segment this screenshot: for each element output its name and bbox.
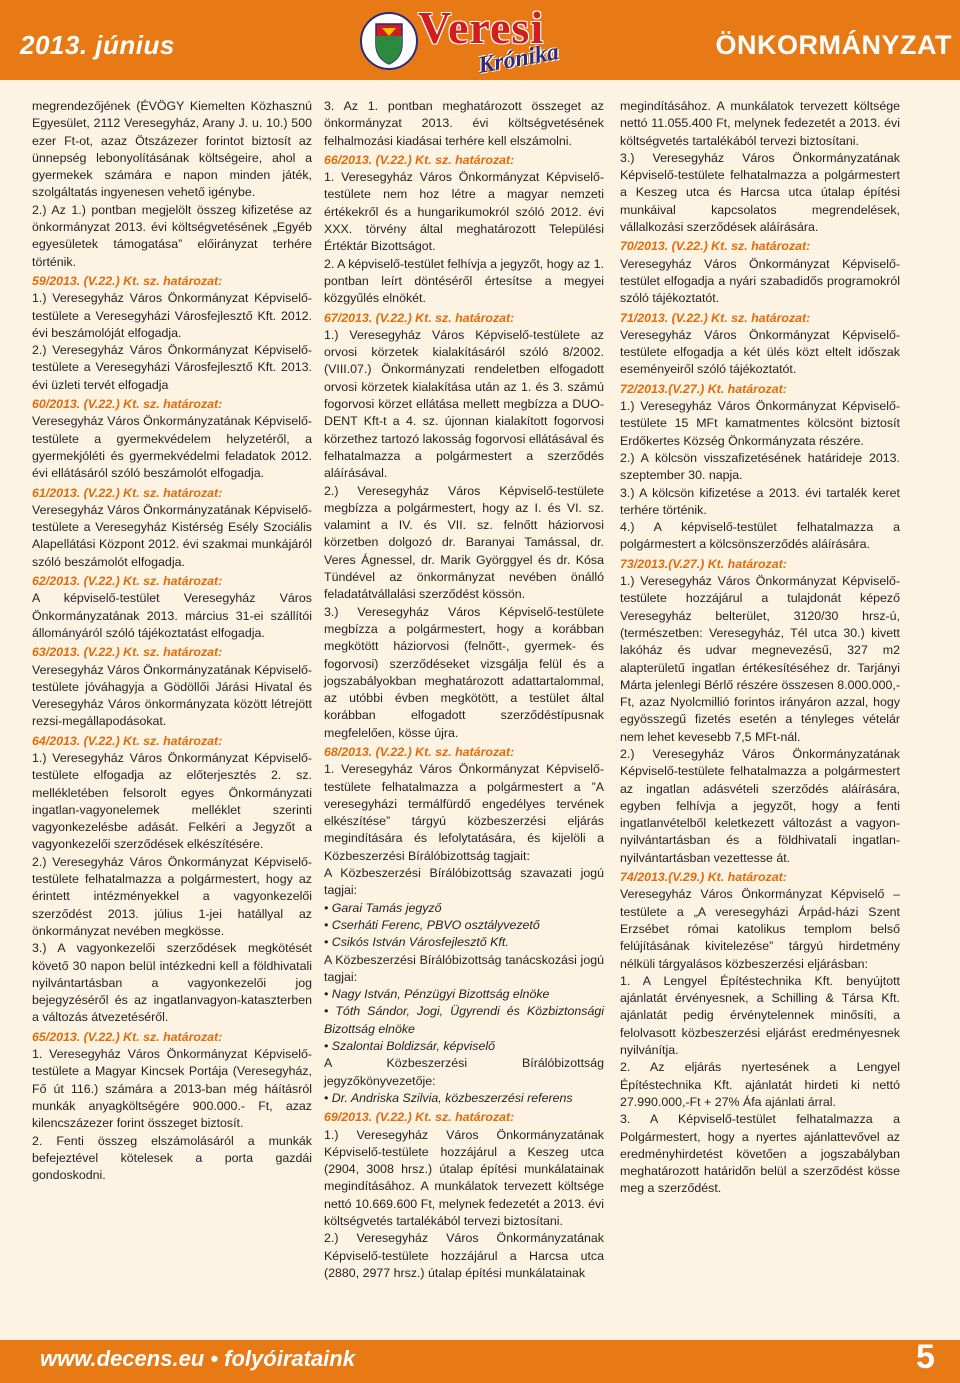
paragraph: 1. Veresegyház Város Önkormányzat Képviselő-testülete felhatalmazza a polgármestert a ”A veresegyházi termálfürdő engedélyes tervének elkészítése” tárgyú közbeszerzési eljárás megindítására és lefolytatására, és kijelöli a Közbeszerzési Bírálóbizottság tagjait: bbox=[324, 762, 604, 863]
paragraph: 3.) Veresegyház Város Önkormányzatának Képviselő-testülete felhatalmazza a polgármestert a Keszeg utca és Harcsa utca útalap építési munkáival kapcsolatos megrendelések, vállalkozási szerződések aláírására. bbox=[620, 150, 900, 235]
paragraph: 2. Fenti összeg elszámolásáról a munkák befejeztével kötelesek a porta gazdái gondoskodni. bbox=[32, 1133, 312, 1183]
paragraph: • Nagy István, Pénzügyi Bizottság elnöke bbox=[324, 987, 550, 1002]
resolution-heading: 72/2013.(V.27.) Kt. határozat: bbox=[620, 381, 787, 396]
paragraph: Veresegyház Város Önkormányzat Képviselő – testülete a „A veresegyházi Árpád-házi Szent Erzsébet római katolikus templom belső felújításának kivitelezése” tárgyú hirdetmény nélküli tárgyalásos közbeszerzési eljárásban: bbox=[620, 887, 900, 971]
paragraph: 1.) Veresegyház Város Önkormányzatának Képviselő-testülete hozzájárul a Keszeg utca (2904, 3008 hrsz.) útalap építési munkálatainak megindításához. A munkálatok tervezett költsége nettó 10.669.600 Ft, melynek fedezetét a 2013. évi költségvetés tartalékából tervezi biztosítani. bbox=[324, 1127, 604, 1228]
paragraph: 3.) A kölcsön kifizetése a 2013. évi tartalék keret terhére történik. bbox=[620, 485, 900, 517]
resolution-heading: 70/2013. (V.22.) Kt. sz. határozat: bbox=[620, 239, 811, 254]
resolution-heading: 68/2013. (V.22.) Kt. sz. határozat: bbox=[324, 744, 515, 759]
masthead-logo bbox=[358, 4, 602, 78]
paragraph: megindításához. A munkálatok tervezett költsége nettó 11.055.400 Ft, melynek fedezetét a 2013. évi költségvetés tartalékából tervezi biztosítani. bbox=[620, 99, 900, 148]
paragraph: • Csikós István Városfejlesztő Kft. bbox=[324, 935, 509, 950]
resolution-heading: 67/2013. (V.22.) Kt. sz. határozat: bbox=[324, 310, 515, 325]
resolution-heading: 64/2013. (V.22.) Kt. sz. határozat: bbox=[32, 733, 223, 748]
paragraph: A Közbeszerzési Bírálóbizottság tanácskozási jogú tagjai: bbox=[324, 952, 604, 984]
footer-website-link[interactable]: www.decens.eu • folyóirataink bbox=[40, 1346, 355, 1371]
paragraph: 1. Veresegyház Város Önkormányzat Képviselő-testülete nem hoz létre a magyar nemzeti értékekről és a hungarikumokról szóló 2012. évi XXX. törvény által meghatározott Települési Értéktár Bizottságot. bbox=[324, 170, 604, 254]
paragraph: 2. Az eljárás nyertesének a Lengyel Építéstechnika Kft. ajánlatát hirdeti ki nettó 27.990.000,-Ft + 27% Áfa ajánlati árral. bbox=[620, 1060, 900, 1109]
paragraph: 2.) A kölcsön visszafizetésének határideje 2013. szeptember 30. napja. bbox=[620, 450, 900, 483]
resolution-heading: 65/2013. (V.22.) Kt. sz. határozat: bbox=[32, 1029, 223, 1044]
resolution-heading: 60/2013. (V.22.) Kt. sz. határozat: bbox=[32, 397, 223, 412]
paragraph: Veresegyház Város Önkormányzat Képviselő-testülete elfogadja a két ülés közt eltelt időszak eseményeiről szóló tájékoztatót. bbox=[620, 327, 900, 377]
resolution-heading: 63/2013. (V.22.) Kt. sz. határozat: bbox=[32, 645, 223, 660]
paragraph: 3.) A vagyonkezelői szerződések megkötését követő 30 napon belül intézkedni kell a földhivatali nyilvántartásban a vagyonkezelői jog bejegyzéséről és az ingatlanvagyon-kataszterben a változás átvezetéséről. bbox=[32, 941, 312, 1025]
paragraph: • Garai Tamás jegyző bbox=[324, 900, 442, 915]
paragraph: • Dr. Andriska Szilvia, közbeszerzési referens bbox=[324, 1090, 573, 1105]
paragraph: 2.) Veresegyház Város Önkormányzat Képviselő-testülete felhatalmazza a polgármestert, hogy az érintett intézményekkel a vagyonkezelői szerződést 2013. július 1-jei hatállyal az önkormányzat nevében megkösse. bbox=[32, 854, 312, 938]
resolution-heading: 59/2013. (V.22.) Kt. sz. határozat: bbox=[32, 273, 223, 288]
paragraph: Veresegyház Város Önkormányzat Képviselő-testület elfogadja a nyári szabadidős programokról szóló tájékoztatót. bbox=[620, 256, 900, 306]
paragraph: • Tóth Sándor, Jogi, Ügyrendi és Közbiztonsági Bizottság elnöke bbox=[324, 1004, 604, 1036]
paragraph: 1.) Veresegyház Város Képviselő-testülete az orvosi körzetek kialakításáról szóló 8/2002. (VIII.07.) Önkormányzati rendeletben elfogadott orvosi körzetek kialakítása után az 1. és 3. számú fogorvosi körzet ellátása mellett megbízza a DUO-DENT Kft-t a 4. sz. újonnan kialakított fogorvosi körzethez tartozó lakosság fogorvosi ellátásával és felhatalmazza a polgármestert a szerződés aláírásával. bbox=[324, 327, 604, 481]
paragraph: 4.) A képviselő-testület felhatalmazza a polgármestert a kölcsönszerződés aláírására. bbox=[620, 520, 900, 552]
paragraph: megrendezőjének (ÉVÖGY Kiemelten Közhasznú Egyesület, 2112 Veresegyház, Arany J. u. 10.) 500 ezer Ft-ot, azaz Ötszázezer forintot biztosít az ünnepség lebonyolításának költségeire, ahol a gyermekek számára e napon minden játék, szolgáltatás ingyenesen vehető igénybe. bbox=[32, 99, 312, 200]
paragraph: Veresegyház Város Önkormányzatának Képviselő-testülete jóváhagyja a Gödöllői Járási Hivatal és Veresegyház Város önkormányzata között létrejött rezsi-megállapodásokat. bbox=[32, 662, 312, 729]
paragraph: 1.) Veresegyház Város Önkormányzat Képviselő-testülete hozzájárul a tulajdonát képező Veresegyház belterület, 3120/30 hrsz-ú, (természetben: Veresegyház, Tél utca 30.) kivett lakóház és udvar megnevezésű, 327 m2 alapterületű ingatlan értékesítéséhez dr. Tarjányi Márta jelenlegi Bérlő részére összesen 8.000.000,-Ft, azaz Nyolcmillió forintos irányáron azzal, hogy egyösszegű fizetés esetén a tényleges vételár nem lehet kevesebb 7,5 MFt-nál. bbox=[620, 574, 900, 744]
paragraph: 3. Az 1. pontban meghatározott összeget az önkormányzat 2013. évi költségvetésének felhalmozási kiadásai terhére kell elszámolni. bbox=[324, 99, 604, 148]
resolution-heading: 74/2013.(V.29.) Kt. határozat: bbox=[620, 870, 787, 885]
paragraph: A Közbeszerzési Bírálóbizottság szavazati jogú tagjai: bbox=[324, 866, 604, 898]
resolution-heading: 66/2013. (V.22.) Kt. sz. határozat: bbox=[324, 152, 515, 167]
paragraph: A képviselő-testület Veresegyház Város Önkormányzatának 2013. március 31-ei szállítói állományáról szóló tájékoztatást elfogadja. bbox=[32, 591, 312, 640]
resolution-heading: 71/2013. (V.22.) Kt. sz. határozat: bbox=[620, 310, 811, 325]
resolution-heading: 61/2013. (V.22.) Kt. sz. határozat: bbox=[32, 485, 223, 500]
paragraph: 2.) Veresegyház Város Önkormányzatának Képviselő-testülete hozzájárul a Harcsa utca (2880, 2977 hrsz.) útalap építési munkálatainak bbox=[324, 1231, 604, 1280]
paragraph: • Cserháti Ferenc, PBVO osztályvezető bbox=[324, 917, 540, 932]
article-column-3 bbox=[620, 98, 900, 1198]
paragraph: 2. A képviselő-testület felhívja a jegyzőt, hogy az 1. pontban leírt döntéséről értesítse a megyei közgyűlés elnökét. bbox=[324, 256, 604, 306]
article-column-2 bbox=[324, 98, 604, 1282]
paragraph: 2.) Veresegyház Város Önkormányzat Képviselő-testülete a Veresegyházi Városfejlesztő Kft. 2013. évi üzleti tervét elfogadja bbox=[32, 343, 312, 392]
issue-date: 2013. június bbox=[20, 30, 175, 60]
paragraph: 2.) Veresegyház Város Képviselő-testülete megbízza a polgármestert, hogy az I. és VI. sz. valamint a IV. és VII. sz. felnőtt háziorvosi körzetben dolgozó dr. Baranyai Tamással, dr. Veres Ágnessel, dr. Marik Györggyel és dr. Kósa Tündével az önkormányzat nevében önálló feladatátvállalási szerződést kössön. bbox=[324, 483, 604, 602]
resolution-heading: 69/2013. (V.22.) Kt. sz. határozat: bbox=[324, 1110, 515, 1125]
resolution-heading: 62/2013. (V.22.) Kt. sz. határozat: bbox=[32, 574, 223, 589]
paragraph: 1.) Veresegyház Város Önkormányzat Képviselő-testülete elfogadja az előterjesztés 2. sz. mellékletében felsorolt egyes Önkormányzati ingatlan-vagyonelemek melléklet szerinti vagyonkezelésbe adását. Felkéri a Jegyzőt a vagyonkezelői szerződések elkészítésére. bbox=[32, 750, 312, 852]
paragraph: 2.) Az 1.) pontban megjelölt összeg kifizetése az önkormányzat 2013. évi költségvetésének „Egyéb egyesületek támogatása” előirányzat terhére történik. bbox=[32, 202, 312, 269]
paragraph: A Közbeszerzési Bírálóbizottság jegyzőkönyvezetője: bbox=[324, 1056, 604, 1088]
masthead-subtitle: Krónika bbox=[476, 39, 561, 79]
paragraph: 3.) Veresegyház Város Képviselő-testülete megbízza a polgármestert, hogy a korábban megkötött háziorvosi (felnőtt-, gyermek- és fogorvosi) szerződéseket vizsgálja felül és a jogszabályokban meghatározott adattartalommal, az utóbbi évben megkötött, a testület által korábban elfogadott szerződéstípusnak megfelelően, kösse újra. bbox=[324, 604, 604, 740]
paragraph: 3. A Képviselő-testület felhatalmazza a Polgármestert, hogy a nyertes ajánlattevővel az eredményhirdetést követően a jogszabályban meghatározott határidőn belül a szerződést kösse meg a szerződést. bbox=[620, 1112, 900, 1196]
paragraph: 1.) Veresegyház Város Önkormányzat Képviselő-testülete 15 MFt kamatmentes kölcsönt biztosít Erdőkertes Község Önkormányzata részére. bbox=[620, 399, 900, 448]
paragraph: Veresegyház Város Önkormányzatának Képviselő-testülete a Veresegyház Kistérség Esély Szociális Alapellátási Központ 2012. évi szakmai munkájáról szóló beszámolót elfogadja. bbox=[32, 502, 312, 569]
paragraph: Veresegyház Város Önkormányzatának Képviselő-testülete a gyermekvédelem helyzetéről, a gyermekjóléti és gyermekvédelmi feladatok 2012. évi ellátásáról szóló beszámolót elfogadja. bbox=[32, 414, 312, 481]
page-number: 5 bbox=[916, 1338, 935, 1376]
section-title: ÖNKORMÁNYZAT bbox=[715, 30, 952, 60]
paragraph: 2.) Veresegyház Város Önkormányzatának Képviselő-testülete felhatalmazza a polgármestert az ingatlan adásvételi szerződés aláírására, egyben felhívja a jegyzőt, hogy a fenti ingatlanvételből keletkezett változást a vagyon-nyilvántartásban és a földhivatali ingatlan-nyilvántartásban vezettesse át. bbox=[620, 746, 900, 865]
paragraph: 1.) Veresegyház Város Önkormányzat Képviselő-testülete a Veresegyházi Városfejlesztő Kft. 2012. évi beszámolóját elfogadja. bbox=[32, 291, 312, 340]
crest-icon bbox=[360, 6, 418, 76]
resolution-heading: 73/2013.(V.27.) Kt. határozat: bbox=[620, 556, 787, 571]
masthead-title: Veresi bbox=[418, 2, 545, 53]
article-column-1 bbox=[32, 98, 312, 1184]
paragraph: 1. Veresegyház Város Önkormányzat Képviselő-testülete a Magyar Kincsek Portája (Veresegyház, Fő út 116.) számára a 2013-ban még háításról munkák anyagköltségére 900.000.- Ft, azaz kilencszázezer forint összeget biztosít. bbox=[32, 1047, 312, 1131]
paragraph: • Szalontai Boldizsár, képviselő bbox=[324, 1039, 496, 1054]
paragraph: 1. A Lengyel Építéstechnika Kft. benyújtott ajánlatát érvényesnek, a Schilling & Társa Kft. ajánlatát pedig érvénytelennek minősíti, a felolvasott közbeszerzési eljárást eredményesnek nyilvánítja. bbox=[620, 973, 900, 1058]
